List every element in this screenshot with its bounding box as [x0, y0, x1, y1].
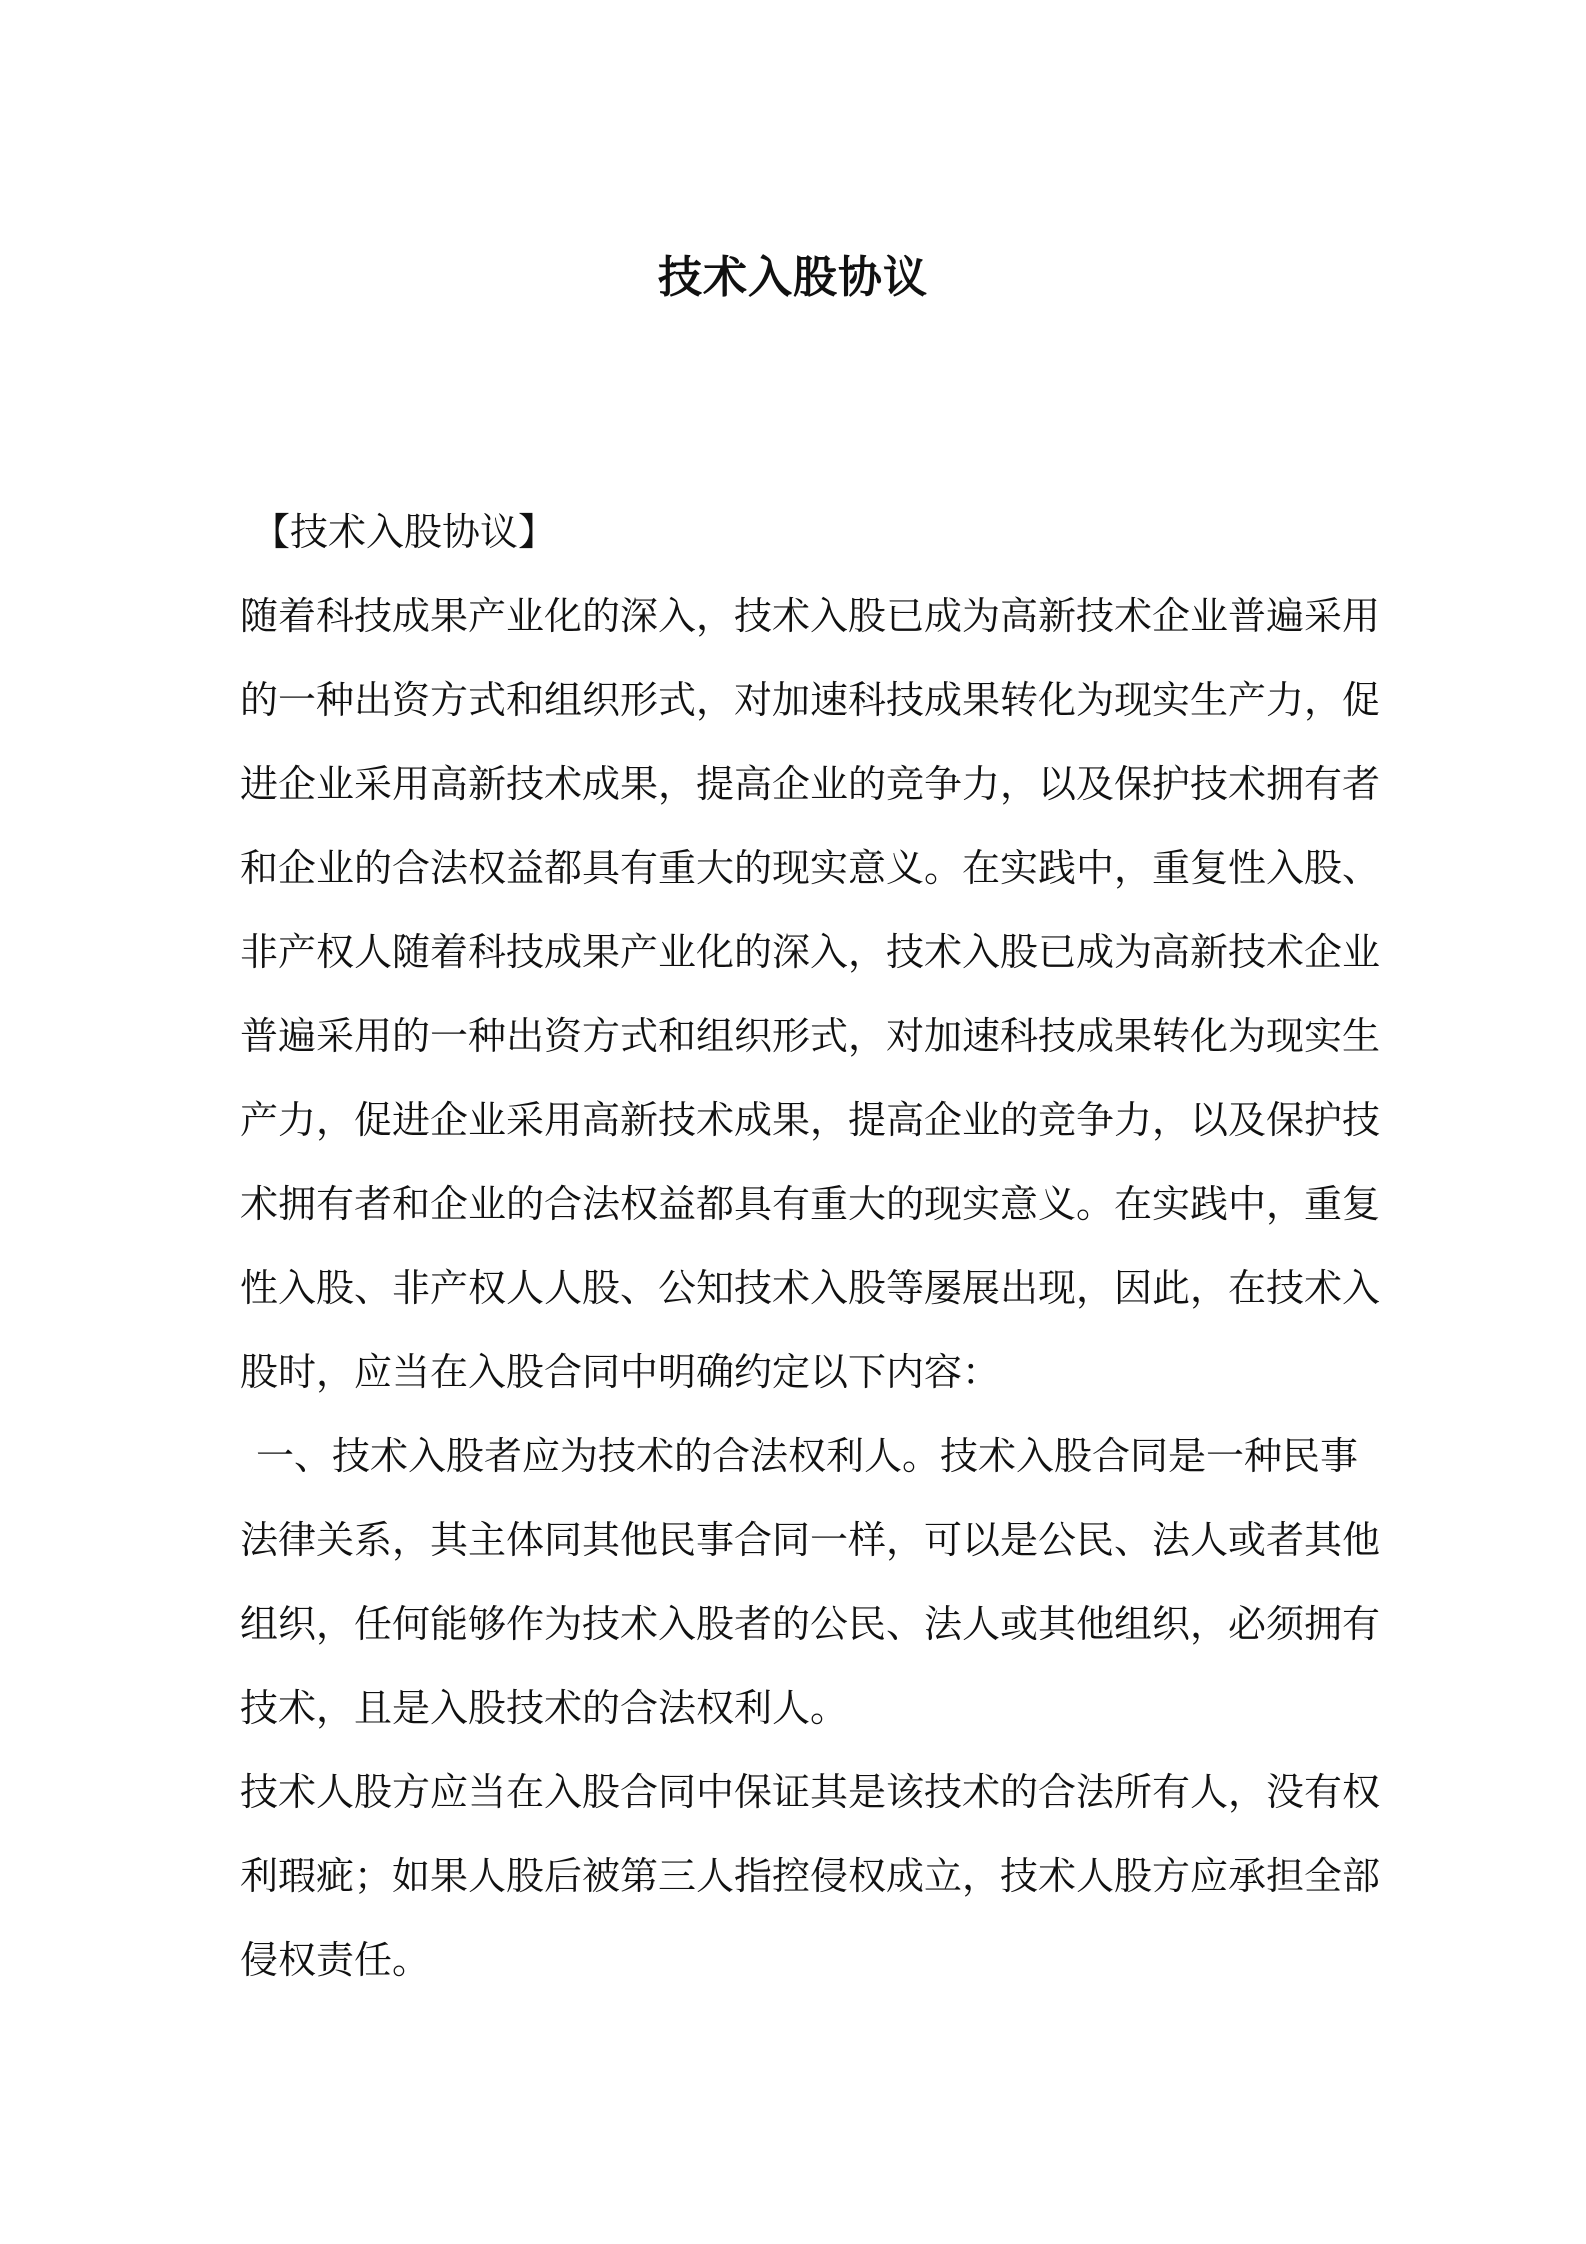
paragraph-line: 产力，促进企业采用高新技术成果，提高企业的竞争力，以及保护技 — [240, 1098, 1381, 1142]
paragraph-line: 和企业的合法权益都具有重大的现实意义。在实践中，重复性入股、 — [240, 846, 1381, 890]
section-heading: 【技术入股协议】 — [252, 510, 557, 554]
clause-line: 组织，任何能够作为技术入股者的公民、法人或其他组织，必须拥有 — [240, 1602, 1381, 1646]
paragraph-line: 随着科技成果产业化的深入，技术入股已成为高新技术企业普遍采用 — [240, 594, 1381, 638]
paragraph-line: 进企业采用高新技术成果，提高企业的竞争力，以及保护技术拥有者 — [240, 762, 1381, 806]
paragraph-line: 股时，应当在入股合同中明确约定以下内容： — [240, 1350, 1001, 1394]
clause-line: 法律关系，其主体同其他民事合同一样，可以是公民、法人或者其他 — [240, 1518, 1381, 1562]
paragraph-line: 术拥有者和企业的合法权益都具有重大的现实意义。在实践中，重复 — [240, 1182, 1381, 1226]
paragraph-line: 的一种出资方式和组织形式，对加速科技成果转化为现实生产力，促 — [240, 678, 1381, 722]
paragraph-line: 性入股、非产权人人股、公知技术入股等屡展出现，因此，在技术入 — [240, 1266, 1381, 1310]
paragraph-line: 普遍采用的一种出资方式和组织形式，对加速科技成果转化为现实生 — [240, 1014, 1381, 1058]
document-body — [240, 490, 1381, 2002]
clause-line: 一、技术入股者应为技术的合法权利人。技术入股合同是一种民事 — [256, 1434, 1359, 1478]
paragraph-line: 侵权责任。 — [240, 1938, 431, 1982]
paragraph-line: 技术人股方应当在入股合同中保证其是该技术的合法所有人，没有权 — [240, 1770, 1381, 1814]
document-title: 技术入股协议 — [658, 252, 928, 303]
paragraph-line: 利瑕疵；如果人股后被第三人指控侵权成立，技术人股方应承担全部 — [240, 1854, 1381, 1898]
clause-line: 技术，且是入股技术的合法权利人。 — [240, 1686, 849, 1730]
paragraph-line: 非产权人随着科技成果产业化的深入，技术入股已成为高新技术企业 — [240, 930, 1381, 974]
